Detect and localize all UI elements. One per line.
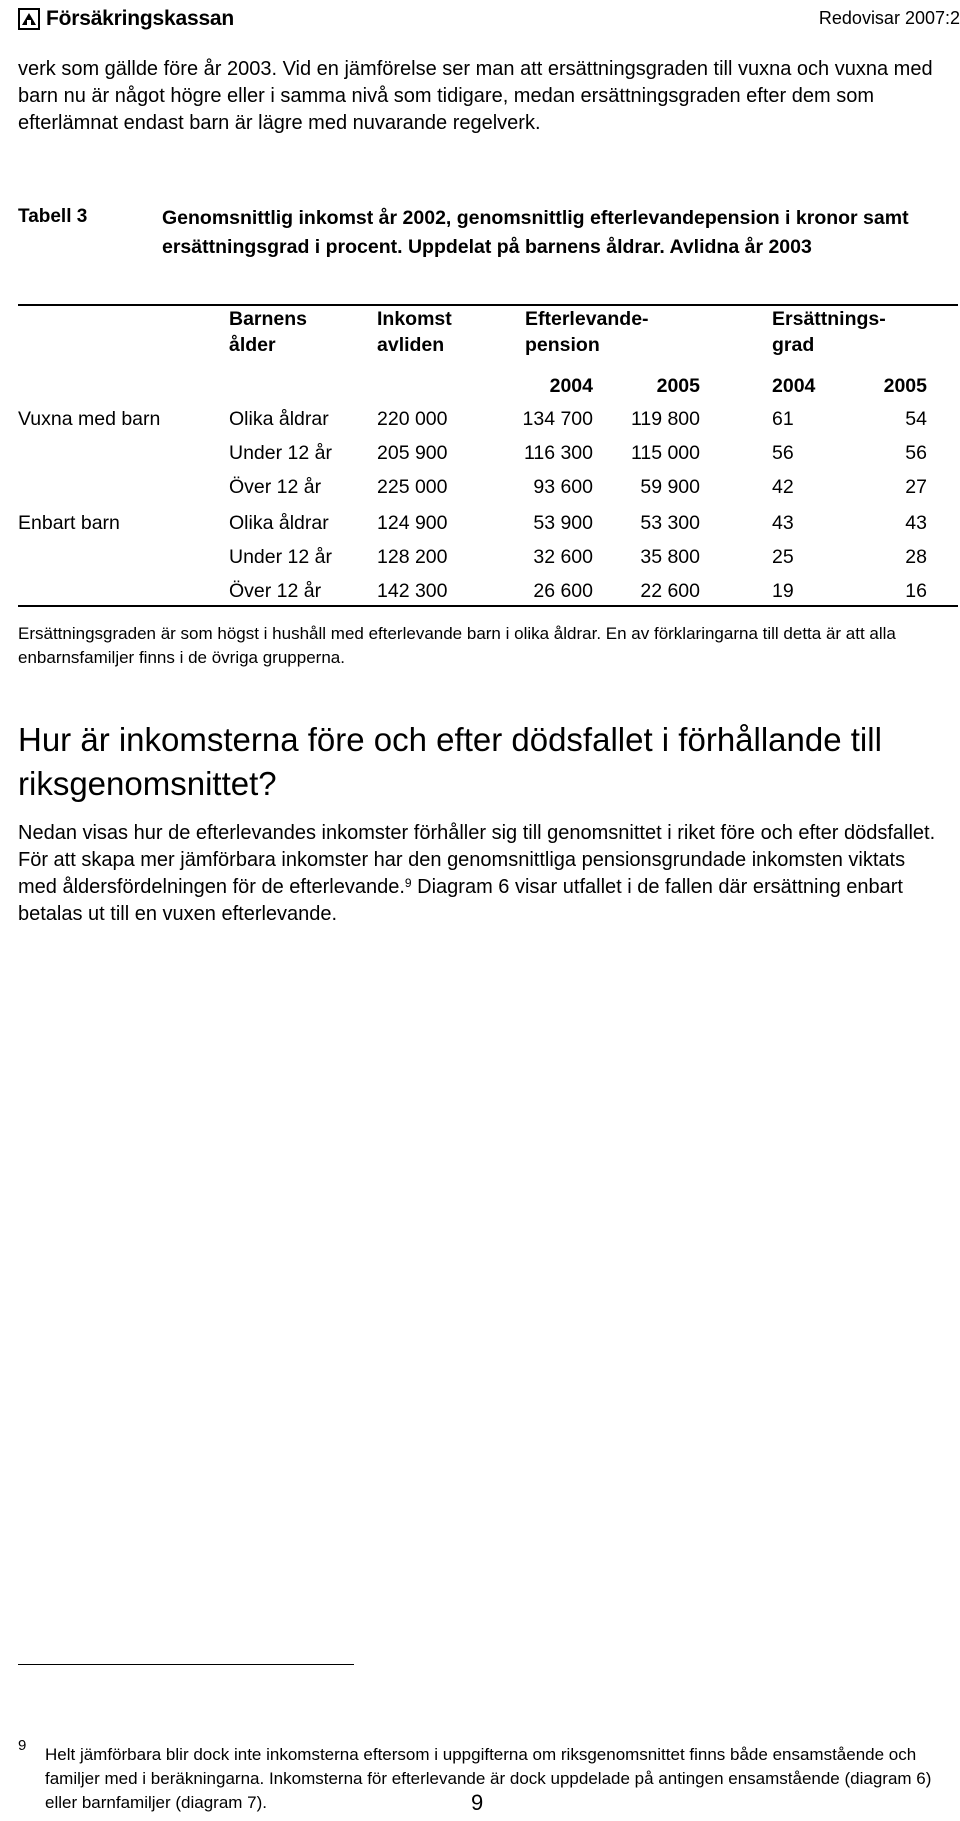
year-rate-2004: 2004 [772,375,816,397]
intro-paragraph: verk som gällde före år 2003. Vid en jämförelse ser man att ersättningsgraden till vuxna och vuxna med barn nu är något högre eller i samma nivå som tidigare, medan ersättningsgraden efter dem som efterlämnat endast barn är lägre med nuvarande regelverk. [18,58,933,134]
footnote-divider [18,1664,354,1665]
header-barnens-alder: Barnens ålder [229,308,308,356]
table-label: Tabell 3 [18,206,88,227]
header-inkomst-avliden: Inkomst avliden [377,308,452,356]
table-bottom-rule [18,605,958,607]
header-efterlevandepension: Efterlevande- pension [525,308,649,356]
footnote-number: 9 [18,1737,27,1754]
page-number: 9 [471,1790,484,1815]
table-caption: Genomsnittlig inkomst år 2002, genomsnittlig efterlevandepension i kronor samt ersättningsgrad i procent. Uppdelat på barnens åldrar. Avlidna år 2003 [162,207,909,258]
footnote-reference: 9 [404,876,412,890]
document-reference: Redovisar 2007:2 [818,8,960,28]
year-pension-2005: 2005 [656,375,700,397]
group-label-enbart-barn: Enbart barn [18,512,120,534]
forsakringskassan-logo-icon [18,8,40,30]
footnote-text: Helt jämförbara blir dock inte inkomsterna eftersom i uppgifterna om riksgenomsnittet finns både ensamstående och familjer med i beräkningarna. Inkomsterna för efterlevande är dock uppdelade på antingen ensamstående (diagram 6) eller barnfamiljer (diagram 7). [45,1745,932,1812]
logo-text: Försäkringskassan [46,7,235,30]
year-pension-2004: 2004 [549,375,593,397]
section-heading: Hur är inkomsterna före och efter dödsfallet i förhållande till riksgenomsnittet? [18,721,882,802]
group-label-vuxna-med-barn: Vuxna med barn [18,408,161,430]
brand-logo [18,5,234,33]
table-note: Ersättningsgraden är som högst i hushåll med efterlevande barn i olika åldrar. En av förklaringarna till detta är att alla enbarnsfamiljer finns i de övriga grupperna. [18,624,896,667]
section-paragraph: Nedan visas hur de efterlevandes inkomster förhåller sig till genomsnittet i riket före och efter dödsfallet. För att skapa mer jämförbara inkomster har den genomsnittliga pensionsgrundade inkomsten viktats med åldersfördelningen för de efterlevande.$^9$ Diagram 6 visar utfallet i de fallen där ersättning enbart betalas ut till en vuxen efterlevande. [18,822,936,925]
header-ersattningsgrad: Ersättnings- grad [772,308,886,356]
year-rate-2005: 2005 [883,375,927,397]
